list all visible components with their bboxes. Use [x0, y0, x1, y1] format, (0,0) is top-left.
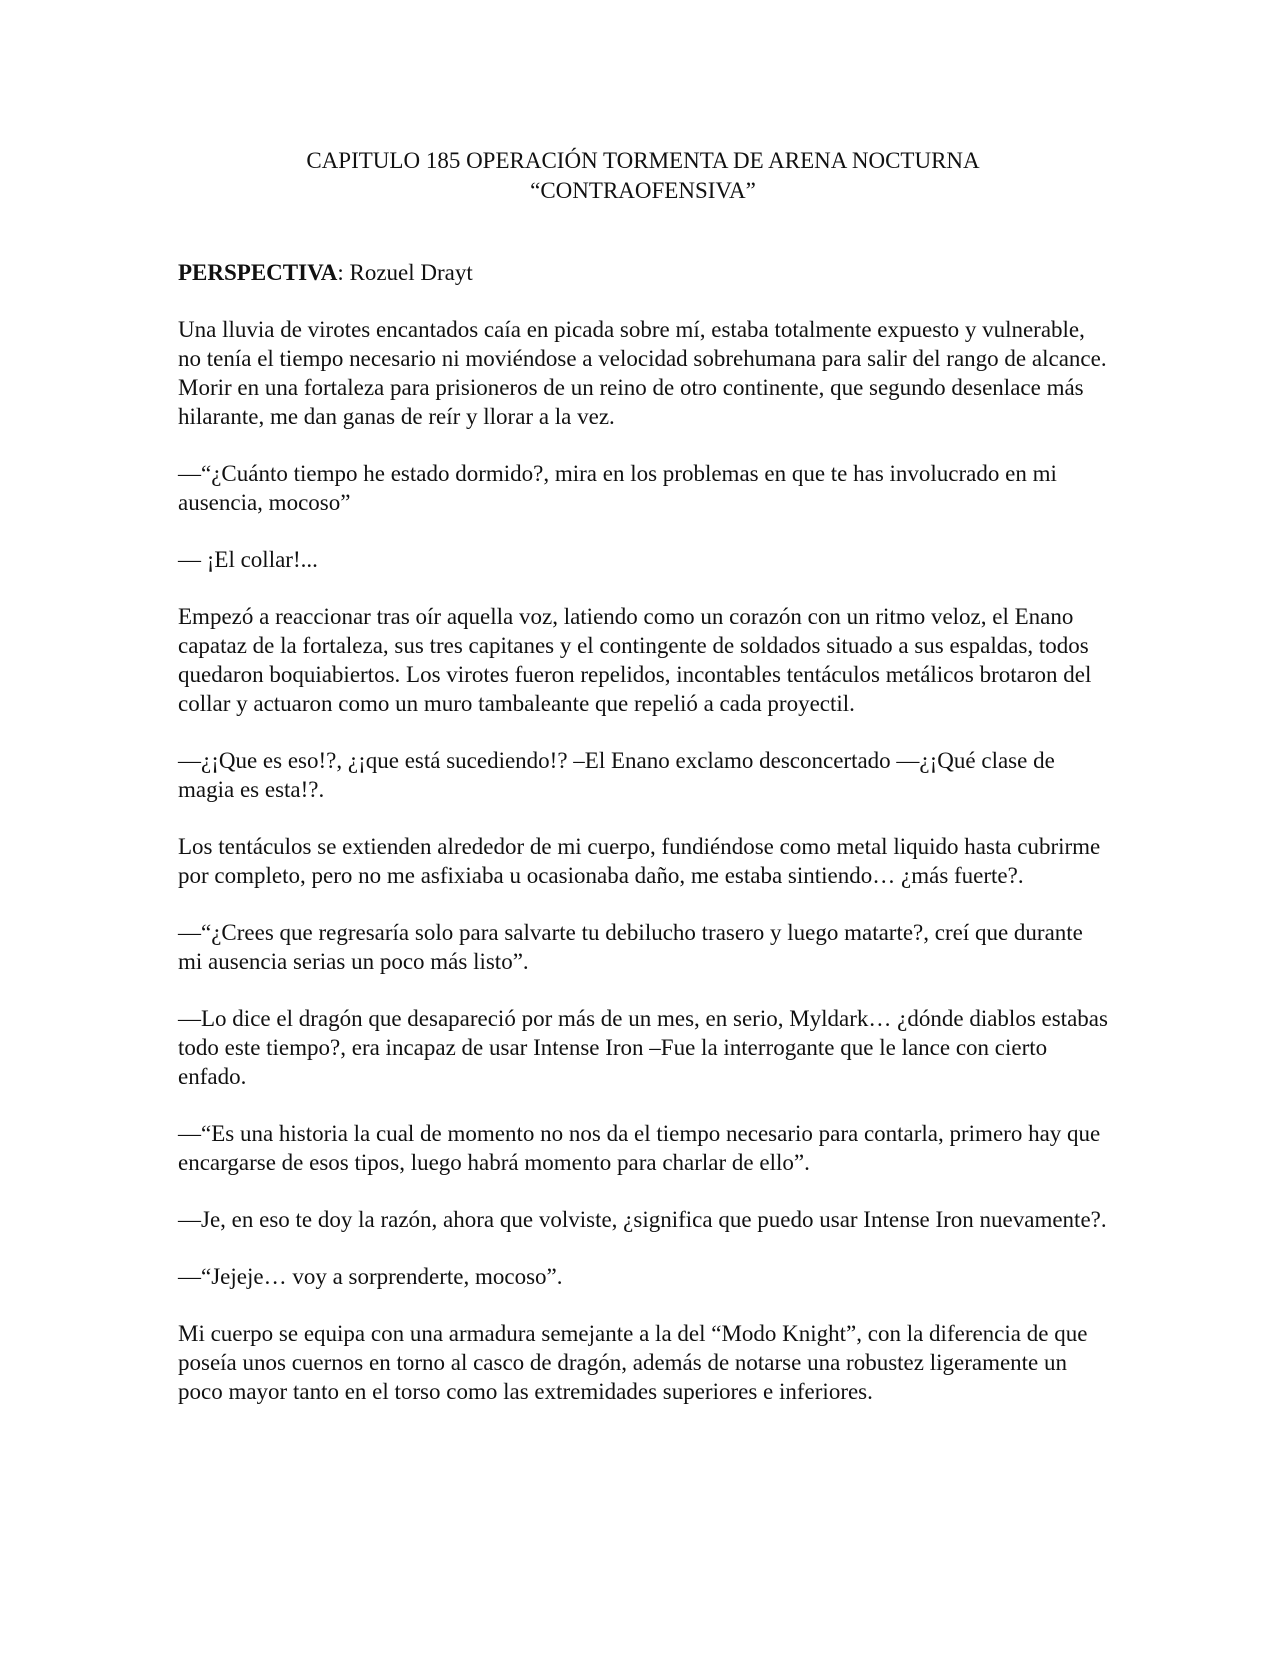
paragraph-10: —Je, en eso te doy la razón, ahora que volviste, ¿significa que puedo usar Intense Iron nuevamente?. — [178, 1207, 1107, 1232]
paragraph-9: —“Es una historia la cual de momento no nos da el tiempo necesario para contarla, primero hay que encargarse de esos tipos, luego habrá momento para charlar de ello”. — [178, 1121, 1101, 1175]
perspective-label: PERSPECTIVA — [178, 260, 338, 285]
paragraph-11: —“Jejeje… voy a sorprenderte, mocoso”. — [178, 1264, 563, 1289]
perspective-line — [178, 258, 1108, 287]
document-page — [178, 146, 1108, 1434]
chapter-title — [178, 146, 1108, 206]
paragraph-7: —“¿Crees que regresaría solo para salvarte tu debilucho trasero y luego matarte?, creí que durante mi ausencia serias un poco más listo”. — [178, 920, 1083, 974]
paragraph-6: Los tentáculos se extienden alrededor de mi cuerpo, fundiéndose como metal liquido hasta cubrirme por completo, pero no me asfixiaba u ocasionaba daño, me estaba sintiendo… ¿más fuerte?. — [178, 834, 1101, 888]
chapter-title-line-2: “CONTRAOFENSIVA” — [530, 178, 756, 203]
paragraph-5: —¿¡Que es eso!?, ¿¡que está sucediendo!? –El Enano exclamo desconcertado —¿¡Qué clase de magia es esta!?. — [178, 748, 1055, 802]
chapter-title-line-1: CAPITULO 185 OPERACIÓN TORMENTA DE ARENA NOCTURNA — [306, 148, 980, 173]
paragraph-2: —“¿Cuánto tiempo he estado dormido?, mira en los problemas en que te has involucrado en mi ausencia, mocoso” — [178, 461, 1057, 515]
paragraph-3: — ¡El collar!... — [178, 547, 318, 572]
perspective-value: : Rozuel Drayt — [337, 260, 473, 285]
paragraph-4: Empezó a reaccionar tras oír aquella voz, latiendo como un corazón con un ritmo veloz, el Enano capataz de la fortaleza, sus tres capitanes y el contingente de soldados situado a sus espaldas, todos quedaron boquiabiertos. Los virotes fueron repelidos, incontables tentáculos metálicos brotaron del collar y actuaron como un muro tambaleante que repelió a cada proyectil. — [178, 604, 1092, 716]
paragraph-1: Una lluvia de virotes encantados caía en picada sobre mí, estaba totalmente expuesto y vulnerable, no tenía el tiempo necesario ni moviéndose a velocidad sobrehumana para salir del rango de alcance. Morir en una fortaleza para prisioneros de un reino de otro continente, que segundo desenlace más hilarante, me dan ganas de reír y llorar a la vez. — [178, 317, 1107, 429]
paragraph-12: Mi cuerpo se equipa con una armadura semejante a la del “Modo Knight”, con la diferencia de que poseía unos cuernos en torno al casco de dragón, además de notarse una robustez ligeramente un poco mayor tanto en el torso como las extremidades superiores e inferiores. — [178, 1321, 1088, 1404]
paragraph-8: —Lo dice el dragón que desapareció por más de un mes, en serio, Myldark… ¿dónde diablos estabas todo este tiempo?, era incapaz de usar Intense Iron –Fue la interrogante que le lance con cierto enfado. — [178, 1006, 1108, 1089]
